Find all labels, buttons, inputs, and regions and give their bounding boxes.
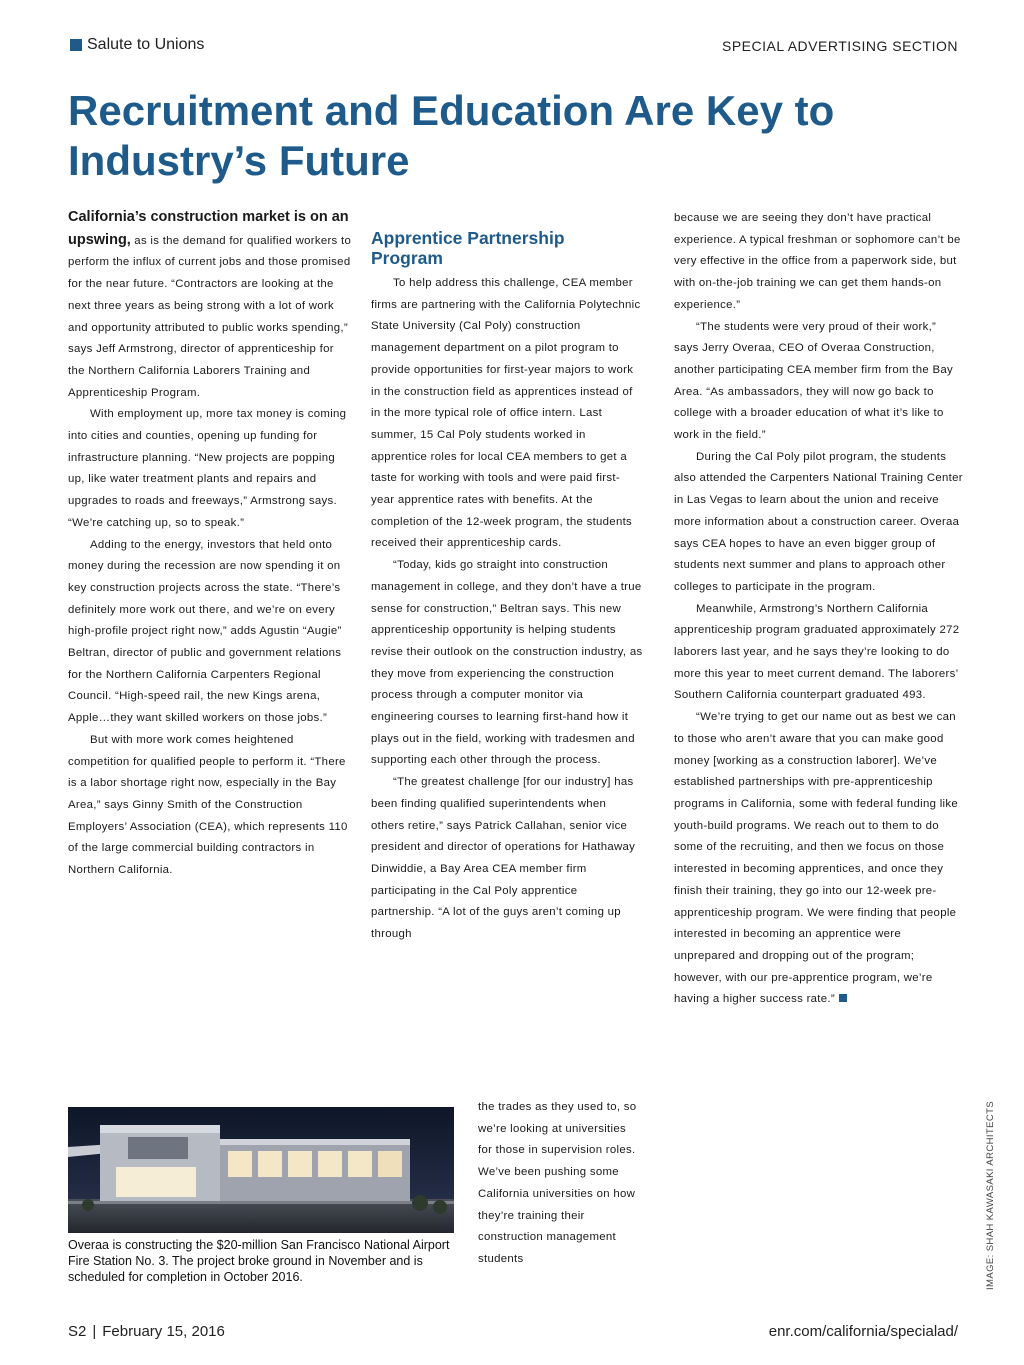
subhead: Apprentice Partnership Program bbox=[371, 228, 565, 268]
col1-paragraph-2: With employment up, more tax money is coming into cities and counties, opening up funding for infrastructure planning. “New projects are popping up, like water treatment plants and repairs and upgrades to roads and freeways,” Armstrong says. “We’re catching up, so to speak.” bbox=[68, 408, 347, 529]
section-square-icon bbox=[70, 39, 82, 51]
column-1 bbox=[68, 207, 353, 882]
page-number: S2 bbox=[68, 1323, 87, 1340]
column-3 bbox=[674, 208, 964, 1011]
col3-paragraph-1: because we are seeing they don’t have practical experience. A typical freshman or sophomore can’t be very effective in the office from a paperwork side, but with on-the-job training we can get them hands-on experience.” bbox=[674, 212, 961, 311]
fire-station-photo bbox=[68, 1107, 454, 1233]
column-2 bbox=[371, 273, 643, 946]
col1-paragraph-1 bbox=[68, 207, 353, 404]
photo-caption: Overaa is constructing the $20-million San Francisco National Airport Fire Station No. 3. The project broke ground in November and is scheduled for completion in October 2016. bbox=[68, 1238, 450, 1284]
section-name-text: Salute to Unions bbox=[87, 36, 205, 53]
col1-paragraph-3: Adding to the energy, investors that held onto money during the recession are now spending it on key construction projects across the state. “There’s definitely more work out there, and we’re on every high-profile project right now,” adds Agustin “Augie” Beltran, director of public and government relations for the Northern California Carpenters Regional Council. “High-speed rail, the new Kings arena, Apple…they want skilled workers on those jobs.” bbox=[68, 538, 342, 725]
footer-left bbox=[68, 1323, 225, 1340]
col1-paragraph-1-text: as is the demand for qualified workers to perform the influx of current jobs and those promised for the near future. “Contractors are looking at the next three years as being strong with a lot of work and opportunity attributed to public works spending,” says Jeff Armstrong, director of apprenticeship for the Northern California Laborers Training and Apprenticeship Program. bbox=[68, 234, 352, 399]
col3-paragraph-3: During the Cal Poly pilot program, the students also attended the Carpenters National Training Center in Las Vegas to learn about the union and receive more information about a construction career. Overaa says CEA hopes to have an even bigger group of students next summer and plans to approach other colleges to participate in the program. bbox=[674, 450, 963, 593]
article-title bbox=[68, 86, 968, 186]
title-line-1: Recruitment and Education Are Key to bbox=[68, 87, 835, 134]
col2-paragraph-2: “Today, kids go straight into construction management in college, and they don’t have a true sense for construction,” Beltran says. This new apprenticeship opportunity is helping students revise their outlook on the construction industry, as they move from experiencing the construction process through a computer monitor via engineering courses to learning first-hand how it plays out in the field, working with tradesmen and supporting each other through the process. bbox=[371, 559, 643, 767]
footer-separator: | bbox=[92, 1323, 97, 1340]
title-line-2: Industry’s Future bbox=[68, 137, 410, 184]
footer-url: enr.com/california/specialad/ bbox=[768, 1323, 958, 1340]
column-2-continued bbox=[478, 1097, 643, 1271]
issue-date: February 15, 2016 bbox=[102, 1323, 225, 1340]
col2-continued-text: the trades as they used to, so we’re looking at universities for those in supervision roles. We’ve been pushing some California universities on how they’re training their construction management students bbox=[478, 1101, 637, 1265]
col2-paragraph-1: To help address this challenge, CEA member firms are partnering with the California Polytechnic State University (Cal Poly) construction management department on a pilot program to provide opportunities for first-year majors to work in the construction field as apprentices instead of in the more typical role of office intern. Last summer, 15 Cal Poly students worked in apprentice roles for local CEA members to get a taste for working with tools and were paid first-year apprentice rates with benefits. At the completion of the 12-week program, the students received their apprenticeship cards. bbox=[371, 277, 641, 550]
fire-station-illustration bbox=[68, 1107, 454, 1233]
lead-bold: California’s construction market is on an upswing, bbox=[68, 209, 349, 248]
col3-paragraph-5-text: “We’re trying to get our name out as best we can to those who aren’t aware that you can make good money [working as a construction laborer]. We’ve established partnerships with pre-apprenticeship programs in California, some with federal funding like youth-build programs. We reach out to them to do some of the recruiting, and then we focus on those interested in becoming apprentices, and once they finish their training, they go into our 12-week pre-apprenticeship program. We were finding that people interested in becoming an apprentice were unprepared and dropping out of the program; however, with our pre-apprentice program, we’re having a higher success rate.” bbox=[674, 711, 959, 1006]
image-credit: IMAGE: SHAH KAWASAKI ARCHITECTS bbox=[985, 1100, 996, 1290]
col3-paragraph-4: Meanwhile, Armstrong’s Northern California apprenticeship program graduated approximately 272 laborers last year, and he says they’re looking to do more this year to meet current demand. The laborers’ Southern California counterpart graduated 493. bbox=[674, 602, 960, 702]
col2-paragraph-3: “The greatest challenge [for our industry] has been finding qualified superintendents when others retire,” says Patrick Callahan, senior vice president and director of operations for Hathaway Dinwiddie, a Bay Area CEA member firm participating in the Cal Poly apprentice partnership. “A lot of the guys aren’t coming up through bbox=[371, 776, 636, 941]
col1-paragraph-4: But with more work comes heightened competition for qualified people to perform it. “There is a labor shortage right now, especially in the Bay Area,” says Ginny Smith of the Construction Employers’ Association (CEA), which represents 110 of the large commercial building contractors in Northern California. bbox=[68, 733, 348, 877]
section-label: SPECIAL ADVERTISING SECTION bbox=[721, 38, 958, 54]
section-name bbox=[70, 36, 204, 54]
end-mark-icon bbox=[839, 994, 847, 1002]
col3-paragraph-2: “The students were very proud of their work,” says Jerry Overaa, CEO of Overaa Construction, another participating CEA member firm from the Bay Area. “As ambassadors, they will now go back to college with a broader education of what it’s like to work in the field.” bbox=[674, 320, 953, 442]
col3-paragraph-5 bbox=[674, 707, 964, 1011]
